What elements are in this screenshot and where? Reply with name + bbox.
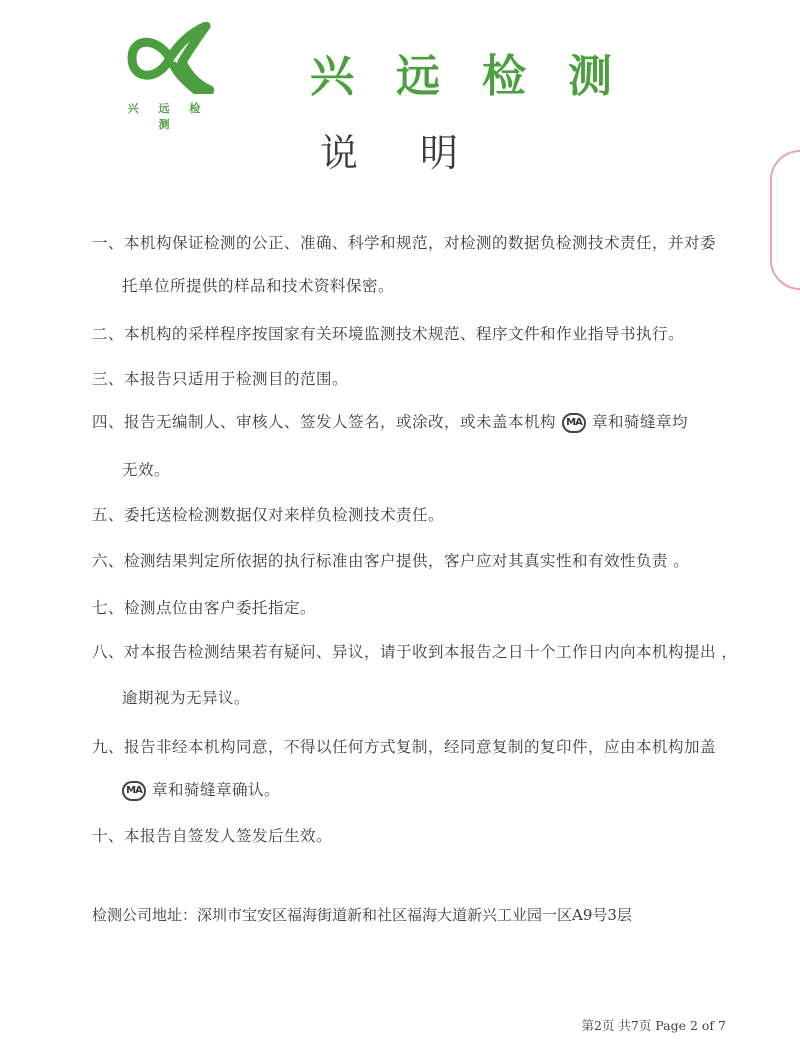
item-1-line-1: 一、本机构保证检测的公正、准确、科学和规范，对检测的数据负检测技术责任，并对委 bbox=[92, 234, 717, 252]
item-2: 二、本机构的采样程序按国家有关环境监测技术规范、程序文件和作业指导书执行。 bbox=[92, 325, 685, 343]
item-9-text-post: 章和骑缝章确认。 bbox=[152, 781, 281, 799]
item-7: 七、检测点位由客户委托指定。 bbox=[92, 599, 317, 617]
company-logo bbox=[118, 22, 218, 131]
item-4-line-1 bbox=[92, 410, 688, 433]
cma-mark-icon: MA bbox=[562, 413, 586, 433]
item-9-line-2 bbox=[122, 778, 280, 801]
alpha-leaf-logo-icon bbox=[126, 22, 214, 94]
item-6: 六、检测结果判定所依据的执行标准由客户提供，客户应对其真实性和有效性负责 。 bbox=[92, 552, 690, 570]
item-4-text-pre: 四、报告无编制人、审核人、签发人签名，或涂改，或未盖本机构 bbox=[92, 413, 557, 431]
page-number: 第2页 共7页 Page 2 of 7 bbox=[581, 1018, 726, 1033]
item-8-line-2: 逾期视为无异议。 bbox=[122, 689, 251, 707]
company-address: 检测公司地址：深圳市宝安区福海街道新和社区福海大道新兴工业园一区A9号3层 bbox=[92, 906, 632, 924]
item-10: 十、本报告自签发人签发后生效。 bbox=[92, 827, 333, 845]
logo-text: 兴 远 检 测 bbox=[127, 102, 209, 131]
cma-mark-icon: MA bbox=[122, 781, 146, 801]
item-8-line-1: 八、对本报告检测结果若有疑问、异议，请于收到本报告之日十个工作日内向本机构提出 ， bbox=[92, 643, 738, 661]
item-4-line-2: 无效。 bbox=[122, 461, 171, 479]
item-3: 三、本报告只适用于检测目的范围。 bbox=[92, 370, 349, 388]
item-1-line-2: 托单位所提供的样品和技术资料保密。 bbox=[122, 277, 395, 295]
page-title: 说明 bbox=[319, 131, 520, 175]
brand-name: 兴远检测 bbox=[310, 51, 654, 102]
item-5: 五、委托送检检测数据仅对来样负检测技术责任。 bbox=[92, 506, 445, 524]
item-9-line-1: 九、报告非经本机构同意，不得以任何方式复制，经同意复制的复印件，应由本机构加盖 bbox=[92, 738, 717, 756]
item-4-text-post: 章和骑缝章均 bbox=[592, 413, 689, 431]
